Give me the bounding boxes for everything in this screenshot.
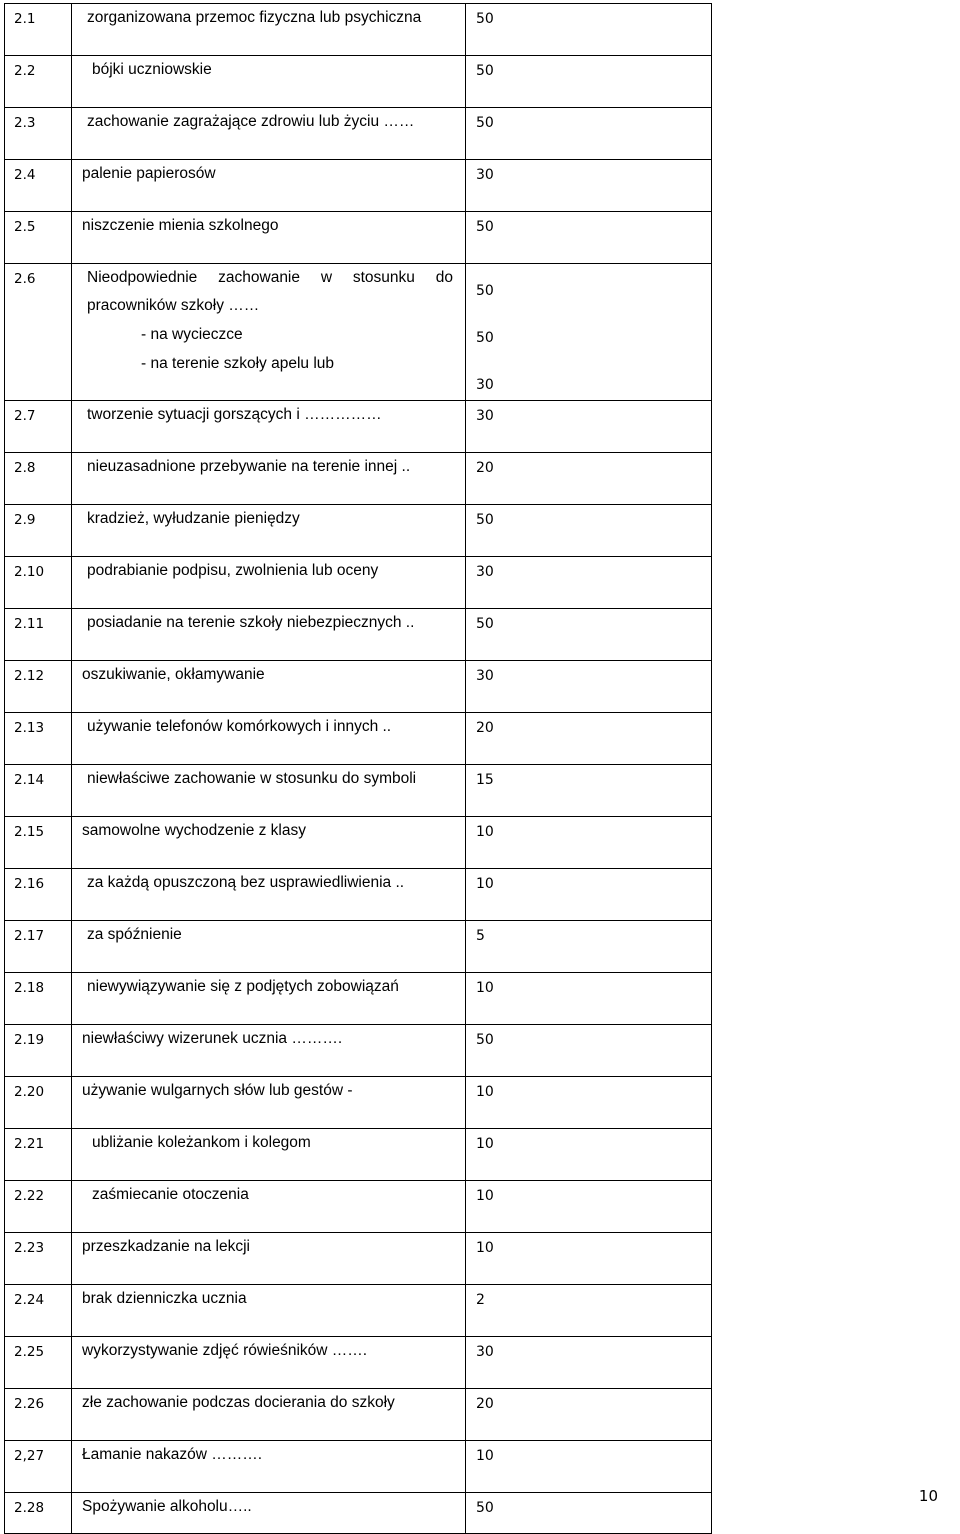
item-number: 2.9 — [5, 505, 72, 557]
item-number: 2.20 — [5, 1077, 72, 1129]
item-number: 2.5 — [5, 212, 72, 264]
item-description-text: złe zachowanie podczas docierania do szkoły — [82, 1394, 395, 1411]
description-word: stosunku — [352, 269, 415, 286]
sub-item: - na terenie szkoły apelu lub — [141, 355, 335, 372]
item-description — [72, 1233, 466, 1285]
item-points: 50 — [466, 212, 712, 264]
item-description — [72, 661, 466, 713]
item-description-text: wykorzystywanie zdjęć rówieśników ……. — [82, 1342, 368, 1359]
item-description: tworzenie sytuacji gorszących i …………… — [72, 401, 466, 453]
item-description-text: używanie wulgarnych słów lub gestów - — [82, 1082, 353, 1099]
description-word: do — [435, 269, 453, 286]
table-row — [5, 1493, 712, 1534]
item-points: 15 — [466, 765, 712, 817]
table-row — [5, 505, 712, 557]
table-row — [5, 1285, 712, 1337]
item-number: 2.2 — [5, 56, 72, 108]
item-number: 2.18 — [5, 973, 72, 1025]
item-description-text: zaśmiecanie otoczenia — [92, 1186, 249, 1203]
item-description: niewłaściwe zachowanie w stosunku do symboli — [72, 765, 466, 817]
item-number: 2.16 — [5, 869, 72, 921]
item-description — [72, 1181, 466, 1233]
item-points: 30 — [466, 557, 712, 609]
table-row — [5, 1129, 712, 1181]
item-description: podrabianie podpisu, zwolnienia lub oceny — [72, 557, 466, 609]
item-number: 2.6 — [5, 264, 72, 401]
page-number: 10 — [918, 1487, 938, 1505]
item-points: 30 — [466, 160, 712, 212]
item-description — [72, 264, 466, 401]
item-number: 2.15 — [5, 817, 72, 869]
table-row — [5, 453, 712, 505]
item-description: kradzież, wyłudzanie pieniędzy — [72, 505, 466, 557]
sub-item: - na wycieczce — [141, 326, 243, 343]
table-row — [5, 56, 712, 108]
item-description-text: niewłaściwy wizerunek ucznia ………. — [82, 1030, 343, 1047]
item-points: 5 — [466, 921, 712, 973]
item-description: zorganizowana przemoc fizyczna lub psychiczna — [72, 4, 466, 56]
item-points: 10 — [466, 1129, 712, 1181]
item-description — [72, 1389, 466, 1441]
item-points: 2 — [466, 1285, 712, 1337]
item-number: 2.14 — [5, 765, 72, 817]
table-row — [5, 1181, 712, 1233]
table-row — [5, 4, 712, 56]
item-description: zachowanie zagrażające zdrowiu lub życiu …… — [72, 108, 466, 160]
item-number: 2.12 — [5, 661, 72, 713]
table-row — [5, 212, 712, 264]
table-row — [5, 1389, 712, 1441]
item-number: 2.13 — [5, 713, 72, 765]
item-description — [72, 1285, 466, 1337]
item-number: 2.19 — [5, 1025, 72, 1077]
item-description: za każdą opuszczoną bez usprawiedliwienia .. — [72, 869, 466, 921]
item-number: 2.22 — [5, 1181, 72, 1233]
item-description-text: palenie papierosów — [82, 165, 216, 182]
item-description — [72, 212, 466, 264]
item-points: 20 — [466, 713, 712, 765]
item-points: 30 — [466, 1337, 712, 1389]
description-word: w — [320, 269, 333, 286]
table-row — [5, 1441, 712, 1493]
item-description — [72, 1025, 466, 1077]
item-description-line — [87, 269, 461, 287]
table-row — [5, 264, 712, 401]
item-description — [72, 160, 466, 212]
item-description-text: brak dzienniczka ucznia — [82, 1290, 247, 1307]
item-number: 2.23 — [5, 1233, 72, 1285]
item-points: 50 — [476, 330, 494, 346]
table-row — [5, 1233, 712, 1285]
item-description-text: Łamanie nakazów ………. — [82, 1446, 263, 1463]
item-description-line: pracowników szkoły …… — [87, 297, 260, 314]
item-number: 2.1 — [5, 4, 72, 56]
item-description-text: ubliżanie koleżankom i kolegom — [92, 1134, 311, 1151]
item-description-text: Spożywanie alkoholu….. — [82, 1498, 252, 1515]
item-points-list — [466, 264, 712, 401]
table-row — [5, 661, 712, 713]
item-description: posiadanie na terenie szkoły niebezpiecznych .. — [72, 609, 466, 661]
item-description — [72, 56, 466, 108]
item-description — [72, 1493, 466, 1534]
item-points: 50 — [466, 56, 712, 108]
item-points: 50 — [466, 1025, 712, 1077]
table-row — [5, 1077, 712, 1129]
item-points: 50 — [476, 283, 494, 299]
item-description: niewywiązywanie się z podjętych zobowiązań — [72, 973, 466, 1025]
table-row — [5, 921, 712, 973]
table-row — [5, 1025, 712, 1077]
item-number: 2.24 — [5, 1285, 72, 1337]
item-description-text: niszczenie mienia szkolnego — [82, 217, 279, 234]
item-number: 2.17 — [5, 921, 72, 973]
table-row — [5, 108, 712, 160]
item-description-text: bójki uczniowskie — [92, 61, 212, 78]
item-points: 30 — [466, 661, 712, 713]
item-points: 10 — [466, 1233, 712, 1285]
item-points: 50 — [466, 4, 712, 56]
item-description-text: oszukiwanie, okłamywanie — [82, 666, 265, 683]
item-number: 2.11 — [5, 609, 72, 661]
item-points: 30 — [466, 401, 712, 453]
description-word: Nieodpowiednie — [87, 269, 198, 286]
item-points: 10 — [466, 1181, 712, 1233]
item-description — [72, 1129, 466, 1181]
item-points: 50 — [466, 1493, 712, 1534]
table-row — [5, 609, 712, 661]
item-description — [72, 1077, 466, 1129]
table-row — [5, 557, 712, 609]
item-points: 10 — [466, 817, 712, 869]
item-points: 10 — [466, 869, 712, 921]
penalty-points-table — [4, 3, 712, 1534]
item-points: 10 — [466, 973, 712, 1025]
item-number: 2.3 — [5, 108, 72, 160]
table-row — [5, 1337, 712, 1389]
item-points: 20 — [466, 453, 712, 505]
item-points: 50 — [466, 505, 712, 557]
item-number: 2.10 — [5, 557, 72, 609]
table-row — [5, 765, 712, 817]
item-description: za spóźnienie — [72, 921, 466, 973]
item-description: używanie telefonów komórkowych i innych .. — [72, 713, 466, 765]
item-number: 2.25 — [5, 1337, 72, 1389]
item-description — [72, 817, 466, 869]
item-number: 2.4 — [5, 160, 72, 212]
item-number: 2.26 — [5, 1389, 72, 1441]
item-points: 50 — [466, 108, 712, 160]
table-row — [5, 817, 712, 869]
description-word: zachowanie — [218, 269, 300, 286]
item-number: 2.28 — [5, 1493, 72, 1534]
item-description-text: samowolne wychodzenie z klasy — [82, 822, 306, 839]
item-description — [72, 1441, 466, 1493]
item-number: 2.8 — [5, 453, 72, 505]
item-points: 20 — [466, 1389, 712, 1441]
item-number: 2.7 — [5, 401, 72, 453]
item-points: 30 — [476, 377, 494, 393]
item-description: nieuzasadnione przebywanie na terenie innej .. — [72, 453, 466, 505]
table-row — [5, 713, 712, 765]
item-description — [72, 1337, 466, 1389]
item-points: 10 — [466, 1077, 712, 1129]
table-row — [5, 973, 712, 1025]
item-number: 2,27 — [5, 1441, 72, 1493]
item-points: 10 — [466, 1441, 712, 1493]
item-number: 2.21 — [5, 1129, 72, 1181]
item-description-text: przeszkadzanie na lekcji — [82, 1238, 251, 1255]
table-row — [5, 401, 712, 453]
table-row — [5, 160, 712, 212]
table-row — [5, 869, 712, 921]
item-points: 50 — [466, 609, 712, 661]
